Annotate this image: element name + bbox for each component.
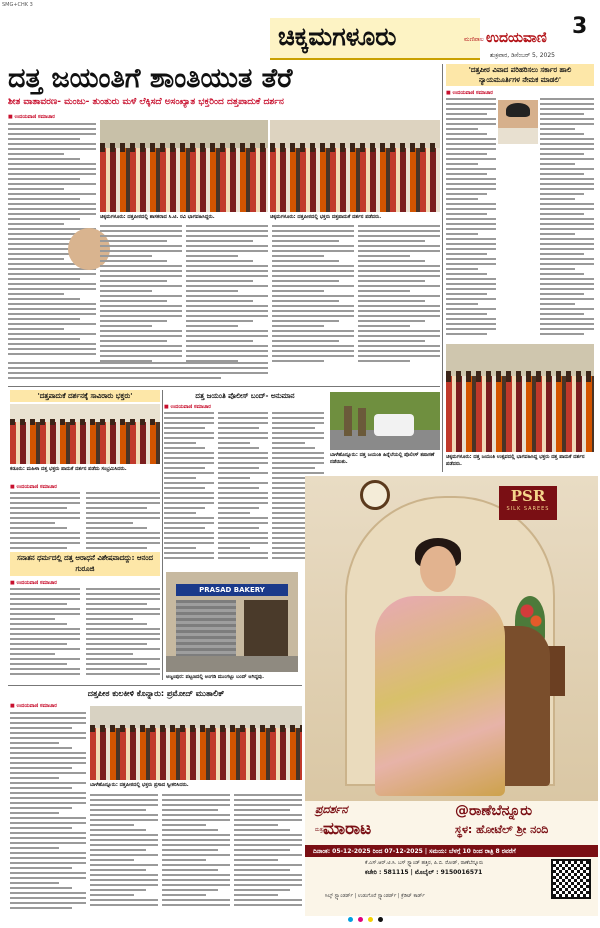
registration-dot xyxy=(378,917,383,922)
right-story-photo xyxy=(446,344,594,452)
left-box-headline: ಸನಾತನ ಧರ್ಮದಲ್ಲಿ ದತ್ತ ಆರಾಧನೆ ವಿಶೇಷವಾದದ್ದು: ಆನಂದ ಗುರೂಜಿ xyxy=(10,552,160,576)
bottom-story-byline: ■ ಉದಯವಾಣಿ ಸಮಾಚಾರ xyxy=(10,703,57,709)
bottom-story-photo xyxy=(90,706,302,780)
lead-column-tail xyxy=(8,362,268,384)
page-number: 3 xyxy=(572,14,588,39)
lead-column-2 xyxy=(100,225,182,365)
left-box-column-1 xyxy=(10,588,80,678)
lead-photo-1-caption: ಚಿಕ್ಕಮಗಳೂರು: ದತ್ತಪೀಠದಲ್ಲಿ ಶಾಸಕರಾದ ಸಿ.ಟಿ. ರವಿ ಭಾಗವಹಿಸಿದ್ದರು. xyxy=(100,214,215,220)
registration-dot xyxy=(348,917,353,922)
ad-city: @ರಾಣೆಬೆನ್ನೂರು xyxy=(455,803,533,819)
bakery-sign: PRASAD BAKERY xyxy=(176,584,288,596)
ad-dates: ದಿನಾಂಕ: 05-12-2025 ರಿಂದ 07-12-2025 | ಸಮಯ: ಬೆಳಗ್ಗೆ 10 ರಿಂದ ರಾತ್ರಿ 8 ರವರೆಗೆ xyxy=(313,848,516,855)
lead-headline: ದತ್ತ ಜಯಂತಿಗೆ ಶಾಂತಿಯುತ ತೆರೆ xyxy=(8,63,293,94)
ad-footer: ಸಿಲ್ಕ್ ಸ್ಟ್ಯಾಂಡರ್ಡ್ | ಉಡುಗೊರೆ ಸ್ಟ್ಯಾಂಡರ್ಡ್ | ಕ್ರೆಡಿಟ್ ಕಾರ್ಡ್ xyxy=(325,893,425,899)
right-story-column-2 xyxy=(540,98,594,338)
brand-prefix: ಮಣಿಪಾಲ xyxy=(464,36,484,43)
box-story-photo-caption: ಕಡೂರು: ಮಹಿಳಾ ದತ್ತ ಭಕ್ತರು ಪಾದುಕೆ ದರ್ಶನ ಪಡೆದು ಸಂಭ್ರಮಿಸಿದರು. xyxy=(10,466,127,472)
edition-code: SMG+CHK 3 xyxy=(2,2,33,8)
left-box-column-2 xyxy=(86,588,160,678)
box-story-headline: 'ದತ್ತಪಾದುಕೆ ದರ್ಶನಕ್ಕೆ ಸಾವಿರಾರು ಭಕ್ತರು' xyxy=(10,390,160,402)
box-story-column-2 xyxy=(86,492,160,552)
newspaper-brand: ಉದಯವಾಣಿ xyxy=(486,30,547,46)
box-story-photo xyxy=(10,404,160,464)
ad-sale-prefix: ಮತ್ತು xyxy=(315,827,325,833)
box-story-column-1 xyxy=(10,492,80,552)
bottom-story-column-3 xyxy=(162,794,230,912)
registration-dot xyxy=(358,917,363,922)
ad-info-panel xyxy=(305,801,598,916)
left-box-byline: ■ ಉದಯವಾಣಿ ಸಮಾಚಾರ xyxy=(10,580,57,586)
right-story-photo-caption: ಚಿಕ್ಕಮಗಳೂರು: ದತ್ತ ಜಯಂತಿ ಉತ್ಸವದಲ್ಲಿ ಭಾಗವಹಿಸಿದ್ದ ಭಕ್ತರು ದತ್ತ ಪಾದುಕೆ ದರ್ಶನ ಪಡೆದರು. xyxy=(446,454,585,467)
bottom-story-column-2 xyxy=(90,794,158,912)
mid-story-byline: ■ ಉದಯವಾಣಿ ಸಮಾಚಾರ xyxy=(164,404,211,410)
right-story-byline: ■ ಉದಯವಾಣಿ ಸಮಾಚಾರ xyxy=(446,90,493,96)
lead-photo-2-caption: ಚಿಕ್ಕಮಗಳೂರು: ದತ್ತಪೀಠದಲ್ಲಿ ಭಕ್ತರು ದತ್ತಪಾದುಕೆ ದರ್ಶನ ಪಡೆದರು. xyxy=(270,214,382,220)
registration-dot xyxy=(368,917,373,922)
lead-subhead: ಶೀತ ವಾತಾವರಣ- ಮಂಜು- ತುಂತುರು ಮಳೆ ಲೆಕ್ಕಿಸದೆ ಅಸಂಖ್ಯಾತ ಭಕ್ತರಿಂದ ದತ್ತಪಾದುಕೆ ದರ್ಶನ xyxy=(8,97,284,107)
lead-byline: ■ ಉದಯವಾಣಿ ಸಮಾಚಾರ xyxy=(8,114,55,120)
bakery-photo xyxy=(166,572,298,672)
column-rule xyxy=(442,64,443,472)
right-story-column-1 xyxy=(446,98,496,338)
lead-column-4 xyxy=(272,225,354,365)
right-story-portrait xyxy=(498,100,538,144)
city-masthead xyxy=(270,18,480,60)
bottom-story-photo-caption: ಬಾಳೆಹೊನ್ನೂರು: ದತ್ತಪೀಠದಲ್ಲಿ ಭಕ್ತರು ಪ್ರಸಾದ ಸ್ವೀಕರಿಸಿದರು. xyxy=(90,782,189,788)
ad-venue: ಸ್ಥಳ: ಹೋಟೆಲ್ ಶ್ರೀ ನಂದಿ xyxy=(455,823,549,836)
column-rule xyxy=(162,390,163,680)
clock-icon xyxy=(360,480,390,510)
lead-photo-1 xyxy=(100,120,268,212)
date-line: ಶುಕ್ರವಾರ, ಡಿಸೆಂಬರ್ 5, 2025 xyxy=(490,52,555,59)
ad-sale: ಮಾರಾಟ xyxy=(323,819,372,839)
psr-logo xyxy=(499,486,557,520)
section-rule xyxy=(8,685,302,686)
lead-column-3 xyxy=(186,225,268,365)
ad-exhibition: ಪ್ರದರ್ಶನ xyxy=(315,803,348,816)
ad-brand-sub: SILK SAREES xyxy=(506,506,550,512)
bottom-story-column-4 xyxy=(234,794,302,912)
section-rule xyxy=(8,386,440,387)
bakery-photo-caption: ಅಜ್ಜಂಪುರ: ಪಟ್ಟಣದಲ್ಲಿ ಅಂಗಡಿ ಮುಂಗಟ್ಟು ಬಂದ್ ಆಗಿದ್ದವು. xyxy=(166,674,265,680)
box-story-byline: ■ ಉದಯವಾಣಿ ಸಮಾಚಾರ xyxy=(10,484,57,490)
saree-advertisement xyxy=(305,476,598,916)
mid-story-photo xyxy=(330,392,440,450)
ad-phones: ಕಚೇರಿ : 581115 | ಮೊಬೈಲ್ : 9150016571 xyxy=(365,869,483,876)
lead-photo-2 xyxy=(270,120,440,212)
city-name: ಚಿಕ್ಕಮಗಳೂರು xyxy=(278,22,397,51)
ad-address: ಕೆ.ಎಸ್.ಆರ್.ಟಿ.ಸಿ. ಬಸ್ ಸ್ಟ್ಯಾಂಡ್ ಹತ್ತಿರ, ಪಿ.ಬಿ. ರೋಡ್, ರಾಣೆಬೆನ್ನೂರು xyxy=(365,860,484,866)
qr-code-icon xyxy=(551,859,591,899)
mid-story-photo-caption: ಬಾಳೆಹೊನ್ನೂರು: ದತ್ತ ಜಯಂತಿ ಹಿನ್ನೆಲೆಯಲ್ಲಿ ಪೊಲೀಸ್ ತಪಾಸಣೆ ನಡೆಯಿತು. xyxy=(330,452,435,465)
right-story-headline: 'ದತ್ತಪೀಠ ವಿವಾದ ಪರಿಹರಿಸಲು ಸರ್ಕಾರ ಹಾಲಿ ನ್ಯಾಯಮೂರ್ತಿಗಳ ನೇಮಕ ಮಾಡಲಿ' xyxy=(446,64,594,86)
bottom-story-column-1 xyxy=(10,712,86,912)
lead-column-5 xyxy=(358,225,440,365)
mid-story-column-2 xyxy=(218,412,268,562)
mid-story-column-1 xyxy=(164,412,214,562)
mid-story-headline: ದತ್ತ ಜಯಂತಿ ಪೊಲೀಸ್ ಬಂದ್- ಅನುಮಾನ xyxy=(195,392,295,400)
ad-brand: PSR xyxy=(510,487,546,505)
bottom-story-headline: ದತ್ತಪೀಠ ಕುಲಕೀಳಿ ಕೊನ್ನಾರು: ಪ್ರಮೋದ್ ಮುತಾಲಿಕ್ xyxy=(87,689,225,698)
